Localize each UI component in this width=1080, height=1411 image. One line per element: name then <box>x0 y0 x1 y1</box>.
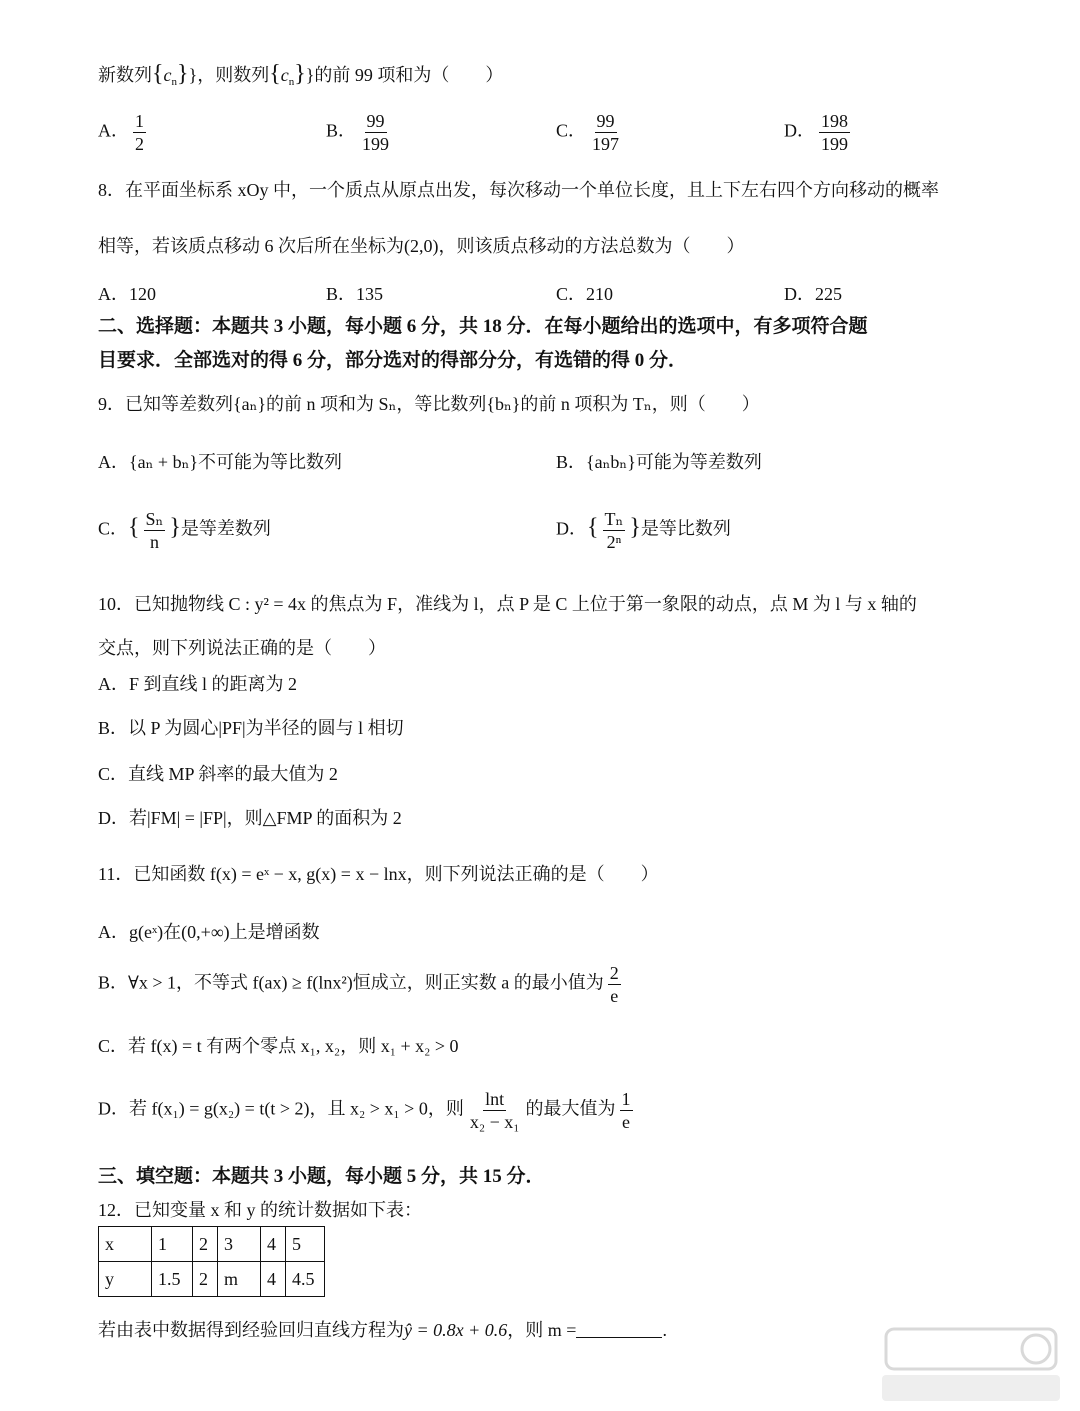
table-cell: 4 <box>261 1262 286 1297</box>
q10-line-2: 交点，则下列说法正确的是（ ） <box>98 638 386 658</box>
fraction-den: 197 <box>592 134 620 154</box>
fraction <box>133 110 146 155</box>
fraction-den: 2 <box>135 134 144 154</box>
section-2-heading-line-1: 二、选择题：本题共 3 小题，每小题 6 分，共 18 分．在每小题给出的选项中，有多项符合题 <box>98 316 868 337</box>
q11-stem: 11．已知函数 f(x) = eˣ − x, g(x) = x − lnx，则下列说法正确的是（ ） <box>98 864 659 884</box>
watermark-seal <box>1022 1335 1050 1363</box>
regression-equation: ŷ = 0.8x + 0.6 <box>404 1320 508 1340</box>
table-cell: 2 <box>193 1227 218 1262</box>
fraction-num: Sₙ <box>145 509 164 529</box>
q7-option-c <box>556 110 625 155</box>
fraction-den: 199 <box>362 134 390 154</box>
q8-line-1: 8．在平面坐标系 xOy 中，一个质点从原点出发，每次移动一个单位长度，且上下左右四个方向移动的概率 <box>98 180 939 200</box>
q12-tail-period: . <box>662 1320 667 1340</box>
q10-option-c: C．直线 MP 斜率的最大值为 2 <box>98 764 338 784</box>
fraction <box>144 508 166 553</box>
q8-line-2: 相等，若该质点移动 6 次后所在坐标为(2,0)，则该质点移动的方法总数为（ ） <box>98 236 745 256</box>
q12-tail-text: 若由表中数据得到经验回归直线方程为 <box>98 1320 404 1340</box>
fraction <box>819 110 850 155</box>
fraction <box>468 1088 522 1133</box>
option-letter: C． <box>98 518 129 539</box>
q7-option-d <box>784 110 854 155</box>
fraction-num: 1 <box>621 1089 631 1109</box>
table-cell: 4.5 <box>286 1262 325 1297</box>
q12-stem: 12．已知变量 x 和 y 的统计数据如下表： <box>98 1200 422 1220</box>
table-cell: 4 <box>261 1227 286 1262</box>
fraction <box>590 110 621 155</box>
q8-option-b: B．135 <box>326 284 384 304</box>
fraction <box>603 508 626 553</box>
fraction-num: 1 <box>135 111 144 131</box>
q7-text-a: 新数列 <box>98 65 152 85</box>
q7-text-b: }，则数列 <box>188 65 270 85</box>
q7-seq-sub-2: n <box>288 76 295 88</box>
table-row <box>99 1227 325 1262</box>
option-text: B．∀x > 1，不等式 f(ax) ≥ f(lnx²)恒成立，则正实数 a 的最小值为 <box>98 972 604 993</box>
q7-option-b <box>326 110 395 155</box>
fraction-den: 199 <box>821 134 848 154</box>
table-cell: m <box>218 1262 261 1297</box>
option-letter: A． <box>98 120 129 141</box>
table-cell: 3 <box>218 1227 261 1262</box>
fraction-num: 99 <box>596 111 615 131</box>
fraction-num: 99 <box>366 111 385 131</box>
statistics-table <box>98 1226 325 1297</box>
q9-stem: 9．已知等差数列{aₙ}的前 n 项和为 Sₙ，等比数列{bₙ}的前 n 项积为 Tₙ，则（ ） <box>98 394 760 414</box>
fraction-den: x₂ − x₁ <box>469 1112 520 1132</box>
option-letter: C． <box>556 120 587 141</box>
option-text: 是等比数列 <box>640 518 731 539</box>
q10-option-d: D．若|FM| = |FP|，则△FMP 的面积为 2 <box>98 808 402 828</box>
table-cell: 1.5 <box>152 1262 193 1297</box>
q11-option-d <box>98 1088 637 1133</box>
q8-option-d: D．225 <box>784 284 842 304</box>
q10-option-a: A．F 到直线 l 的距离为 2 <box>98 674 298 694</box>
table-cell: 1 <box>152 1227 193 1262</box>
answer-blank[interactable] <box>576 1319 662 1338</box>
q8-option-c: C．210 <box>556 284 614 304</box>
q9-option-b: B．{aₙbₙ}可能为等差数列 <box>556 452 762 472</box>
q7-option-a <box>98 110 150 155</box>
fraction-num: lnt <box>485 1089 505 1109</box>
option-letter: D． <box>556 518 587 539</box>
table-cell: x <box>99 1227 152 1262</box>
fraction-den: e <box>610 986 619 1006</box>
option-letter: D． <box>784 120 815 141</box>
fraction <box>360 110 391 155</box>
q7-seq-sub: n <box>171 76 178 88</box>
q12-tail-text-b: ，则 m = <box>507 1320 577 1340</box>
q8-option-a: A．120 <box>98 284 156 304</box>
fraction-den: 2ⁿ <box>606 532 622 552</box>
q9-option-c: C．{ $\frac{\text{Sₙ}}{n}$ }是等差数列 <box>98 509 271 552</box>
fraction-den: e <box>622 1112 631 1132</box>
fraction-num: Tₙ <box>604 509 624 529</box>
q10-line-1: 10．已知抛物线 C : y² = 4x 的焦点为 F，准线为 l，点 P 是 C 上位于第一象限的动点，点 M 为 l 与 x 轴的 <box>98 594 917 614</box>
section-3-heading: 三、填空题：本题共 3 小题，每小题 5 分，共 15 分． <box>98 1166 545 1187</box>
q7-stem: 新数列$\{c_n\}$}，则数列$\{c_n\}$}的前 99 项和为（ ） <box>98 61 504 88</box>
q11-option-b <box>98 962 625 1007</box>
q12-tail <box>98 1318 667 1342</box>
fraction-num: 198 <box>821 111 848 131</box>
q10-option-b: B．以 P 为圆心|PF|为半径的圆与 l 相切 <box>98 718 404 738</box>
option-letter: B． <box>326 120 357 141</box>
table-cell: 2 <box>193 1262 218 1297</box>
fraction-den: n <box>149 532 159 552</box>
watermark-logo <box>876 1325 1066 1405</box>
section-2-heading-line-2: 目要求．全部选对的得 6 分，部分选对的得部分分，有选错的得 0 分． <box>98 350 688 371</box>
table-cell: y <box>99 1262 152 1297</box>
option-text: 是等差数列 <box>180 518 271 539</box>
table-row <box>99 1262 325 1297</box>
table-cell: 5 <box>286 1227 325 1262</box>
option-text: D．若 f(x₁) = g(x₂) = t(t > 2)，且 x₂ > x₁ > 0，则 <box>98 1098 464 1119</box>
option-text-mid: 的最大值为 <box>525 1098 616 1119</box>
q9-option-a: A．{aₙ + bₙ}不可能为等比数列 <box>98 452 342 472</box>
q7-text-c: }的前 99 项和为（ ） <box>305 65 504 85</box>
q11-option-c: C．若 f(x) = t 有两个零点 x₁, x₂，则 x₁ + x₂ > 0 <box>98 1036 459 1056</box>
fraction-num: 2 <box>609 963 619 983</box>
q11-option-a: A．g(eˣ)在(0,+∞)上是增函数 <box>98 922 320 942</box>
watermark-banner <box>882 1375 1060 1401</box>
fraction <box>608 962 621 1007</box>
q9-option-d: D．{ $\frac{\text{Tₙ}}{\text{2ⁿ}}$ }是等比数列 <box>556 509 731 552</box>
fraction <box>620 1088 633 1133</box>
